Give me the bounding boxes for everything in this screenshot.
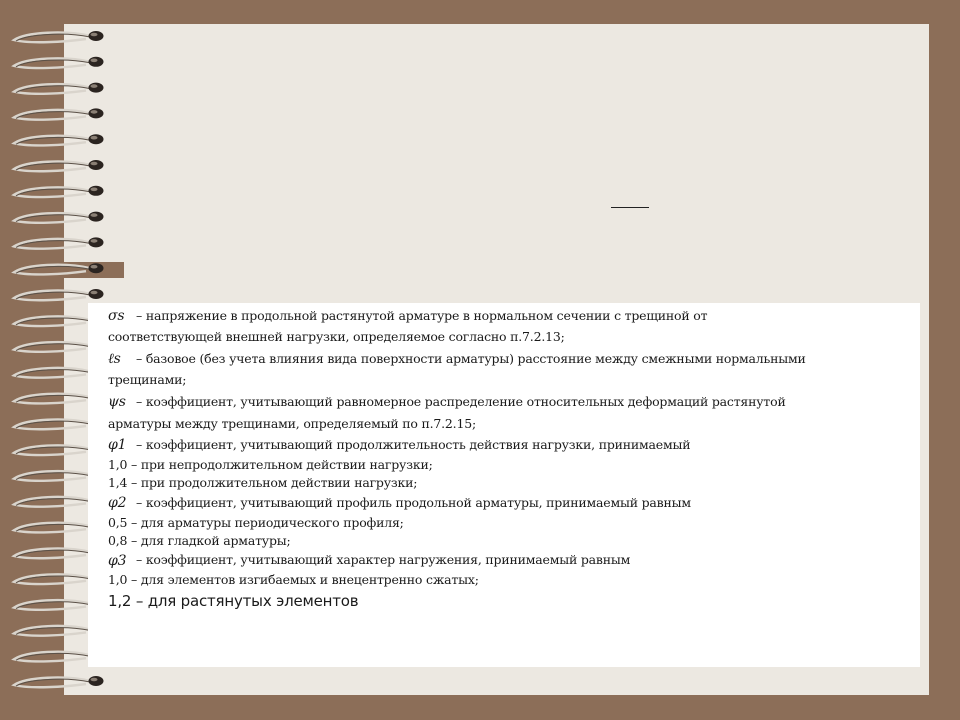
definition-last-line: 1,2 – для растянутых элементов	[108, 591, 359, 610]
definition-line: ℓs – базовое (без учета влияния вида поверхности арматуры) расстояние между смежными нормальными	[108, 350, 806, 367]
symbol-sigma-s: σs	[108, 307, 125, 324]
spiral-ring	[14, 83, 104, 94]
symbol-phi-1: φ1	[108, 437, 127, 454]
spiral-ring	[14, 212, 104, 223]
definition-line: 1,4 – при продолжительном действии нагрузки;	[108, 474, 418, 490]
definition-line: φ2 – коэффициент, учитывающий профиль продольной арматуры, принимаемый равным	[108, 494, 691, 511]
symbol-phi-2: φ2	[108, 494, 127, 511]
definition-line: 1,0 – для элементов изгибаемых и внецентренно сжатых;	[108, 572, 479, 588]
spiral-ring	[14, 160, 104, 171]
spiral-ring	[14, 289, 104, 300]
definition-line: σs – напряжение в продольной растянутой арматуре в нормальном сечении с трещиной от	[108, 307, 708, 324]
spiral-ring	[14, 676, 104, 687]
definition-line: 0,8 – для гладкой арматуры;	[108, 532, 291, 548]
spiral-ring	[14, 31, 104, 42]
spiral-ring	[14, 134, 104, 145]
definition-line: ψs – коэффициент, учитывающий равномерное распределение относительных деформаций растянутой	[108, 393, 786, 411]
spiral-ring	[14, 263, 104, 274]
definition-line: соответствующей внешней нагрузки, определяемое согласно п.7.2.13;	[108, 329, 565, 345]
definition-line: φ1 – коэффициент, учитывающий продолжительность действия нагрузки, принимаемый	[108, 437, 691, 454]
definition-line: 0,5 – для арматуры периодического профиля;	[108, 514, 404, 530]
definition-line: φ3 – коэффициент, учитывающий характер нагружения, принимаемый равным	[108, 552, 631, 569]
spiral-ring	[14, 57, 104, 68]
symbol-l-s: ℓs	[108, 350, 121, 367]
symbol-phi-3: φ3	[108, 552, 127, 569]
definition-line: 1,0 – при непродолжительном действии нагрузки;	[108, 456, 433, 472]
spiral-ring	[14, 108, 104, 119]
symbol-psi-s: ψs	[108, 394, 126, 411]
definitions-text	[108, 305, 914, 613]
fraction-line	[611, 207, 649, 208]
spiral-ring	[14, 186, 104, 197]
definition-line: трещинами;	[108, 372, 187, 388]
definition-line: арматуры между трещинами, определяемый по п.7.2.15;	[108, 415, 476, 431]
spiral-ring	[14, 237, 104, 248]
